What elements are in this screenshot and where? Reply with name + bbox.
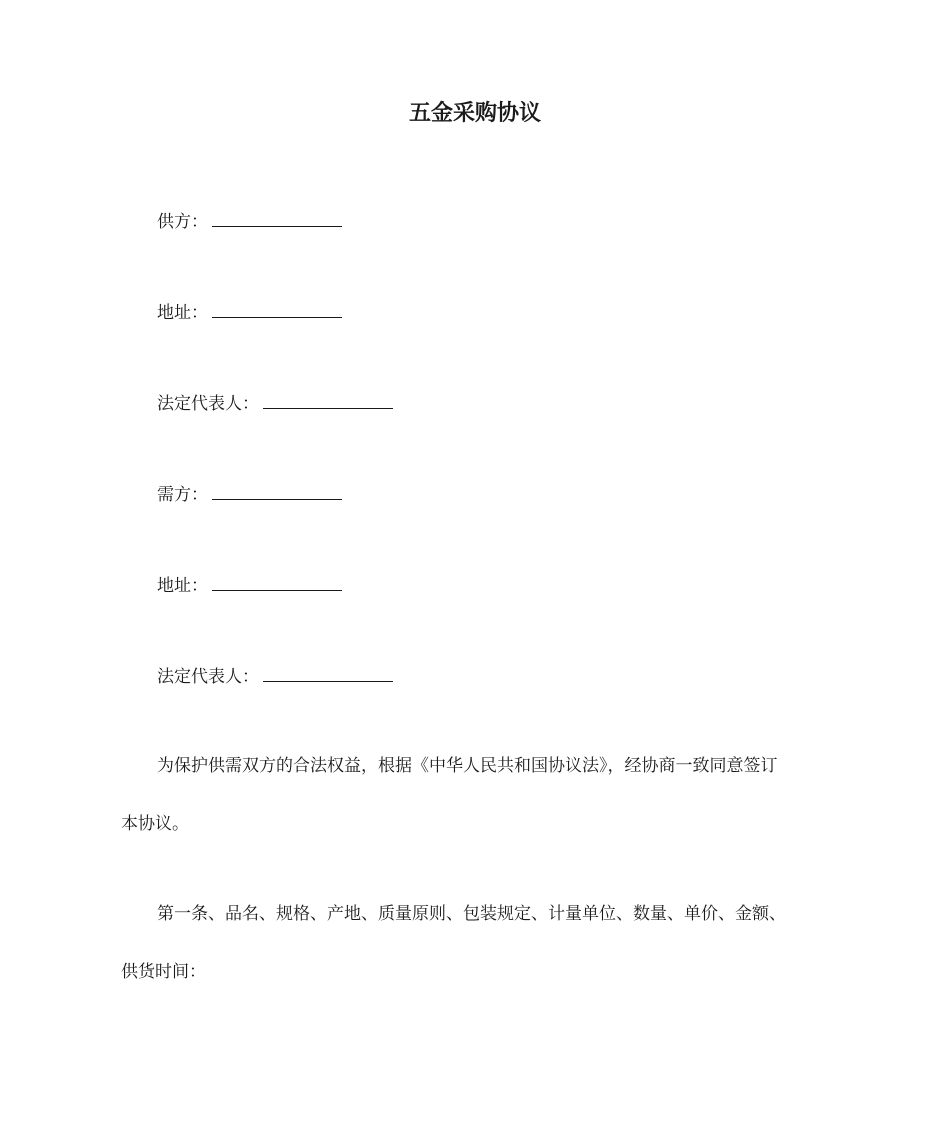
supplier-address-label: 地址： [157, 303, 208, 323]
buyer-field [157, 481, 342, 507]
buyer-blank [212, 481, 342, 500]
buyer-legal-rep-field [157, 663, 393, 689]
supplier-field [157, 208, 342, 234]
buyer-address-label: 地址： [157, 576, 208, 596]
supplier-address-field [157, 299, 342, 325]
article-1-line-1: 第一条、品名、规格、产地、质量原则、包装规定、计量单位、数量、单价、金额、 [157, 904, 786, 924]
buyer-legal-rep-label: 法定代表人： [157, 667, 259, 687]
preamble-line-1: 为保护供需双方的合法权益，根据《中华人民共和国协议法》，经协商一致同意签订 [157, 756, 778, 776]
document-title: 五金采购协议 [408, 101, 541, 126]
supplier-legal-rep-blank [263, 390, 393, 409]
buyer-label: 需方： [157, 485, 208, 505]
preamble-line-2: 本协议。 [121, 814, 189, 834]
supplier-legal-rep-label: 法定代表人： [157, 394, 259, 414]
buyer-address-blank [212, 572, 342, 591]
supplier-legal-rep-field [157, 390, 393, 416]
supplier-label: 供方： [157, 212, 208, 232]
article-1-line-2: 供货时间： [121, 962, 206, 982]
buyer-legal-rep-blank [263, 663, 393, 682]
buyer-address-field [157, 572, 342, 598]
supplier-address-blank [212, 299, 342, 318]
supplier-blank [212, 208, 342, 227]
